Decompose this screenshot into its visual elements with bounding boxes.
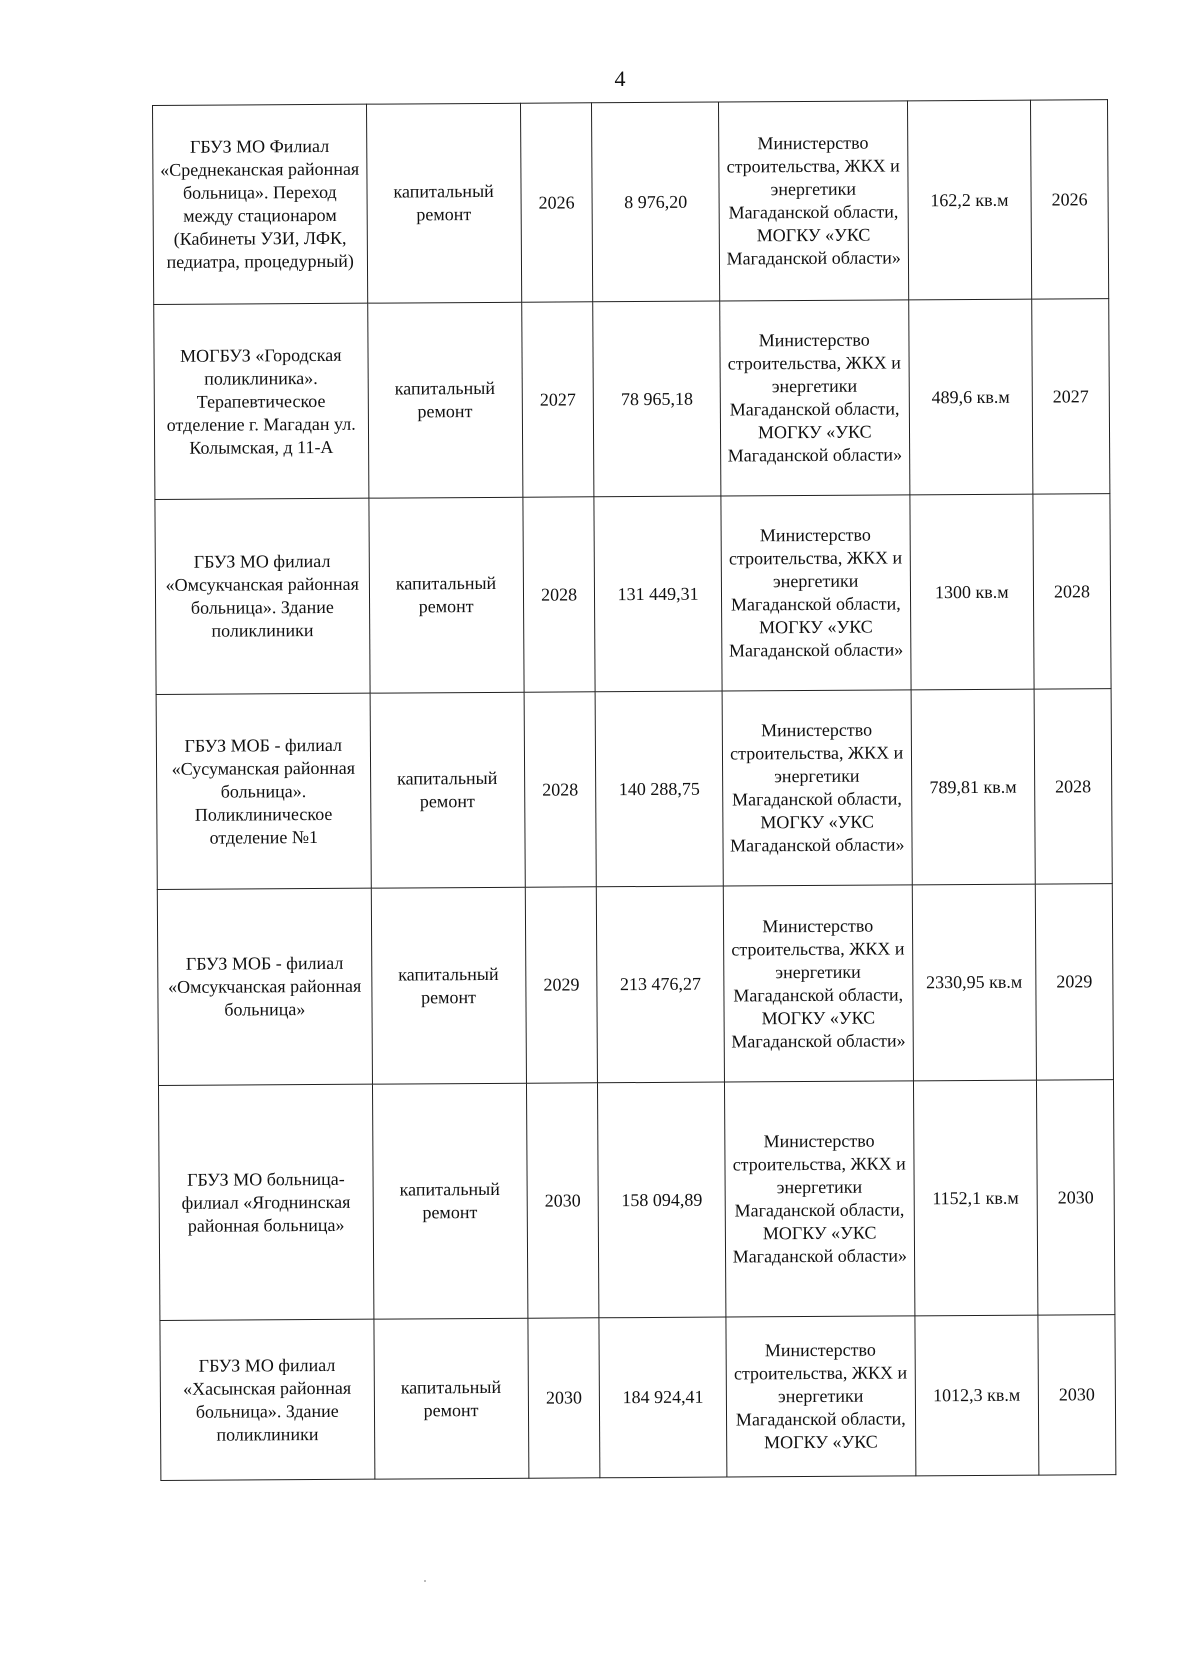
work-type-cell: капитальный ремонт: [366, 103, 521, 303]
table-row: [155, 494, 1111, 695]
area-cell: 489,6 кв.м: [908, 299, 1032, 495]
end-year-cell: 2030: [1036, 1080, 1114, 1315]
table-row: [157, 884, 1113, 1086]
object-cell: МОГБУЗ «Городская поликлиника». Терапевтическое отделение г. Магадан ул. Колымская, д 11-А: [154, 303, 369, 499]
start-year-cell: 2030: [528, 1318, 601, 1478]
object-cell: ГБУЗ МО филиал «Омсукчанская районная больница». Здание поликлиники: [155, 498, 370, 694]
end-year-cell: 2026: [1030, 100, 1108, 299]
object-cell: ГБУЗ МОБ - филиал «Омсукчанская районная больница»: [157, 888, 372, 1085]
responsible-cell: Министерство строительства, ЖКХ и энергетики Магаданской области, МОГКУ «УКС Магаданской области»: [723, 885, 913, 1082]
start-year-cell: 2028: [523, 497, 596, 692]
start-year-cell: 2028: [524, 692, 597, 887]
page-number: 4: [614, 66, 626, 91]
scan-speck: [424, 1580, 426, 1582]
object-cell: ГБУЗ МО больница-филиал «Ягоднинская районная больница»: [158, 1084, 373, 1320]
cost-cell: 131 449,31: [594, 496, 721, 692]
cost-cell: 8 976,20: [592, 102, 720, 302]
work-type-cell: капитальный ремонт: [368, 497, 523, 693]
area-cell: 1012,3 кв.м: [915, 1315, 1039, 1476]
area-cell: 2330,95 кв.м: [912, 884, 1036, 1081]
responsible-cell: Министерство строительства, ЖКХ и энергетики Магаданской области, МОГКУ «УКС Магаданской области»: [722, 690, 912, 886]
object-cell: ГБУЗ МО Филиал «Среднеканская районная больница». Переход между стационаром (Кабинеты УЗИ, ЛФК, педиатра, процедурный): [153, 104, 368, 304]
area-cell: 162,2 кв.м: [907, 100, 1031, 300]
work-type-cell: капитальный ремонт: [371, 887, 526, 1084]
work-type-cell: капитальный ремонт: [372, 1083, 527, 1319]
table-row: [153, 100, 1109, 305]
object-cell: ГБУЗ МОБ - филиал «Сусуманская районная больница». Поликлиническое отделение №1: [156, 693, 371, 889]
end-year-cell: 2027: [1032, 299, 1110, 494]
cost-cell: 78 965,18: [593, 301, 720, 497]
repair-schedule-table: [152, 99, 1116, 1481]
work-type-cell: капитальный ремонт: [370, 692, 525, 888]
end-year-cell: 2030: [1038, 1315, 1116, 1475]
area-cell: 789,81 кв.м: [911, 689, 1035, 885]
table-row: [154, 299, 1110, 500]
work-type-cell: капитальный ремонт: [373, 1318, 528, 1479]
end-year-cell: 2028: [1033, 494, 1111, 689]
cost-cell: 213 476,27: [597, 886, 724, 1083]
responsible-cell: Министерство строительства, ЖКХ и энергетики Магаданской области, МОГКУ «УКС Магаданской области»: [719, 300, 909, 496]
cost-cell: 184 924,41: [599, 1317, 726, 1478]
end-year-cell: 2028: [1034, 689, 1112, 884]
table-row: [156, 689, 1112, 890]
responsible-cell: Министерство строительства, ЖКХ и энергетики Магаданской области, МОГКУ «УКС Магаданской области»: [721, 495, 911, 691]
area-cell: 1300 кв.м: [910, 494, 1034, 690]
area-cell: 1152,1 кв.м: [913, 1080, 1038, 1316]
start-year-cell: 2026: [520, 103, 593, 302]
cost-cell: 158 094,89: [598, 1082, 726, 1318]
table-row: [158, 1080, 1114, 1321]
responsible-cell: Министерство строительства, ЖКХ и энергетики Магаданской области, МОГКУ «УКС Магаданской области»: [718, 101, 908, 301]
responsible-cell: Министерство строительства, ЖКХ и энергетики Магаданской области, МОГКУ «УКС: [726, 1316, 916, 1477]
work-type-cell: капитальный ремонт: [367, 302, 522, 498]
object-cell: ГБУЗ МО филиал «Хасынская районная больница». Здание поликлиники: [160, 1319, 375, 1480]
end-year-cell: 2029: [1035, 884, 1113, 1080]
start-year-cell: 2030: [526, 1083, 599, 1318]
start-year-cell: 2027: [521, 302, 594, 497]
responsible-cell: Министерство строительства, ЖКХ и энергетики Магаданской области, МОГКУ «УКС Магаданской области»: [724, 1081, 914, 1317]
table-row: [160, 1315, 1116, 1481]
start-year-cell: 2029: [525, 887, 598, 1083]
cost-cell: 140 288,75: [596, 691, 723, 887]
